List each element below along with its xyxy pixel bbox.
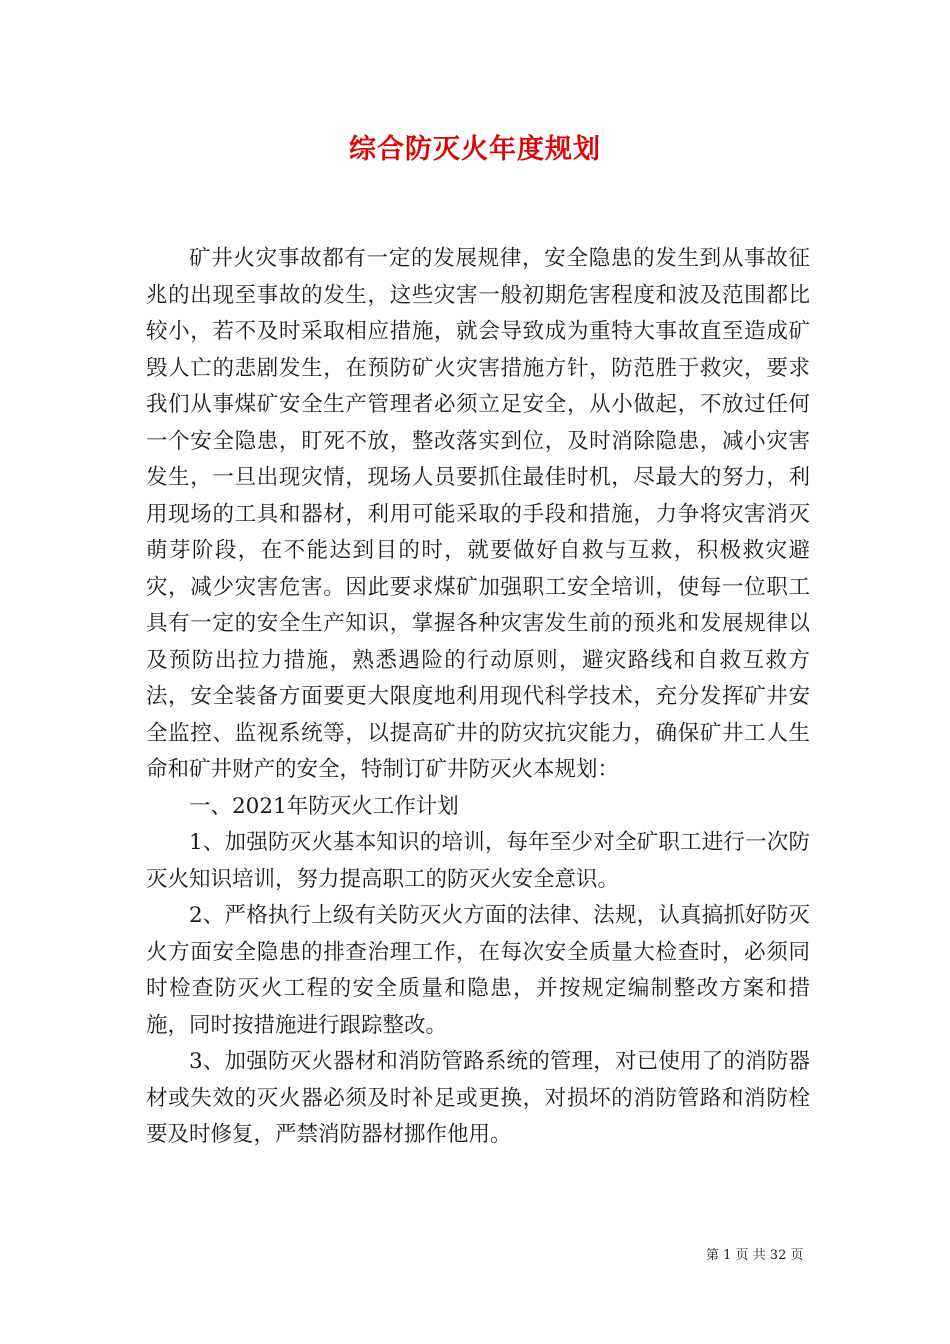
plan-item-3: 3、加强防灭火器材和消防管路系统的管理，对已使用了的消防器材或失效的灭火器必须及时补足或更换，对损坏的消防管路和消防栓要及时修复，严禁消防器材挪作他用。 [146,1049,810,1147]
page-number-footer: 第 1 页 共 32 页 [706,1248,804,1263]
plan-item-1: 1、加强防灭火基本知识的培训，每年至少对全矿职工进行一次防灭火知识培训，努力提高职工的防灭火安全意识。 [146,830,810,892]
plan-item-2: 2、严格执行上级有关防灭火方面的法律、法规，认真搞抓好防灭火方面安全隐患的排查治理工作，在每次安全质量大检查时，必须同时检查防灭火工程的安全质量和隐患，并按规定编制整改方案和措施，同时按措施进行跟踪整改。 [146,903,810,1038]
section-heading: 一、2021年防灭火工作计划 [189,793,459,819]
intro-paragraph: 矿井火灾事故都有一定的发展规律，安全隐患的发生到从事故征兆的出现至事故的发生，这些灾害一般初期危害程度和波及范围都比较小，若不及时采取相应措施，就会导致成为重特大事故直至造成矿毁人亡的悲剧发生，在预防矿火灾害措施方针，防范胜于救灾，要求我们从事煤矿安全生产管理者必须立足安全，从小做起，不放过任何一个安全隐患，盯死不放，整改落实到位，及时消除隐患，减小灾害发生，一旦出现灾情，现场人员要抓住最佳时机，尽最大的努力，利用现场的工具和器材，利用可能采取的手段和措施，力争将灾害消灭萌芽阶段，在不能达到目的时，就要做好自救与互救，积极救灾避灾，减少灾害危害。因此要求煤矿加强职工安全培训，使每一位职工具有一定的安全生产知识，掌握各种灾害发生前的预兆和发展规律以及预防出拉力措施，熟悉遇险的行动原则，避灾路线和自救互救方法，安全装备方面要更大限度地利用现代科学技术，充分发挥矿井安全监控、监视系统等，以提高矿井的防灾抗灾能力，确保矿井工人生命和矿井财产的安全，特制订矿井防灭火本规划： [146,246,810,782]
document-body [146,241,810,1154]
document-title: 综合防灭火年度规划 [349,134,601,165]
